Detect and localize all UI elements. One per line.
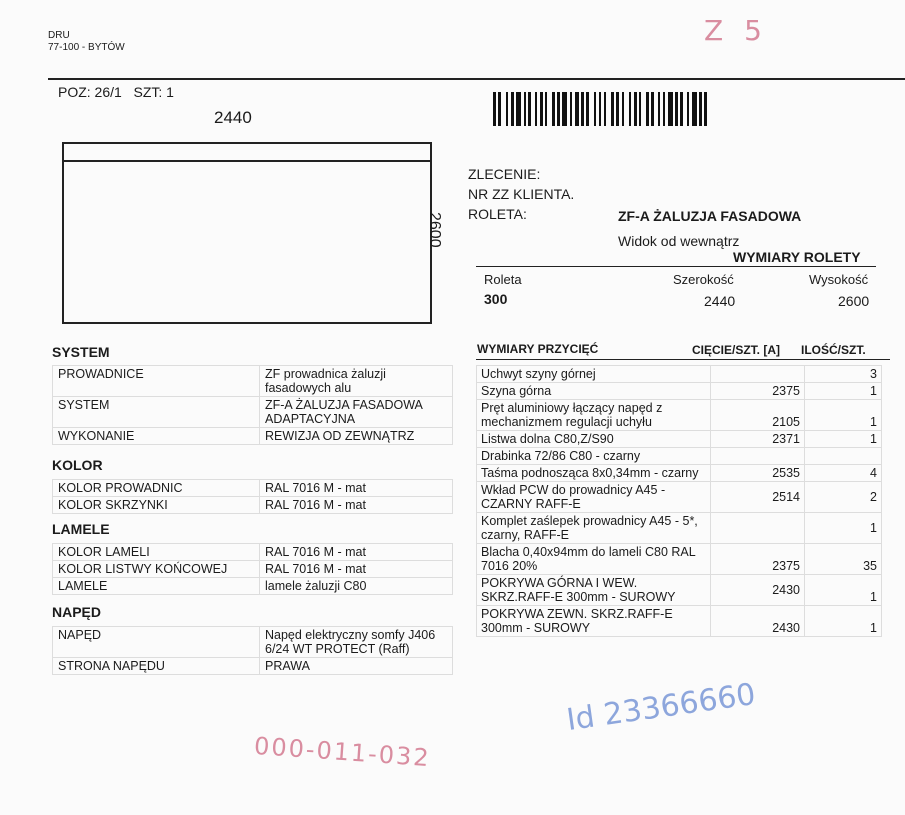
order-label: ZLECENIE:: [468, 166, 541, 182]
roleta-label: ROLETA:: [468, 206, 527, 222]
cuts-table: [476, 365, 882, 637]
table-row: [477, 383, 882, 400]
cut-name: POKRYWA ZEWN. SKRZ.RAFF-E 300mm - SUROWY: [477, 606, 711, 637]
cut-qty: 1: [805, 606, 882, 637]
table-row: [477, 366, 882, 383]
cut-qty: 3: [805, 366, 882, 383]
order-info: [468, 164, 574, 224]
spec-label: PROWADNICE: [53, 366, 260, 397]
spec-row: [53, 544, 453, 561]
table-row: [477, 400, 882, 431]
system-table: [52, 365, 453, 445]
cut-qty: 1: [805, 383, 882, 400]
cut-length: 2371: [711, 431, 805, 448]
cut-length: 2430: [711, 575, 805, 606]
spec-row: [53, 428, 453, 445]
spec-value: Napęd elektryczny somfy J406 6/24 WT PROTECT (Raff): [260, 627, 453, 658]
kolor-table: [52, 479, 453, 514]
header-divider: [48, 78, 905, 80]
cuts-rule: [476, 359, 890, 360]
cut-length: [711, 366, 805, 383]
spec-value: RAL 7016 M - mat: [260, 544, 453, 561]
table-row: [477, 606, 882, 637]
cut-length: 2535: [711, 465, 805, 482]
client-number-label: NR ZZ KLIENTA.: [468, 186, 575, 202]
roller-drawing: [62, 142, 432, 324]
table-row: [477, 513, 882, 544]
cut-length: [711, 513, 805, 544]
cut-qty: 35: [805, 544, 882, 575]
spec-row: [53, 366, 453, 397]
spec-label: SYSTEM: [53, 397, 260, 428]
dimensions-width-value: 2440: [704, 293, 736, 309]
spec-label: LAMELE: [53, 578, 260, 595]
spec-value: REWIZJA OD ZEWNĄTRZ: [260, 428, 453, 445]
cuts-cut-header: CIĘCIE/SZT. [A]: [692, 343, 781, 357]
cut-name: Pręt aluminiowy łączący napęd z mechanizmem regulacji uchyłu: [477, 400, 711, 431]
lamele-table: [52, 543, 453, 595]
company-city: 77-100 - BYTÓW: [48, 42, 125, 53]
spec-label: WYKONANIE: [53, 428, 260, 445]
height-dimension: 2600: [426, 212, 443, 248]
cut-name: Taśma podnosząca 8x0,34mm - czarny: [477, 465, 711, 482]
spec-value: RAL 7016 M - mat: [260, 480, 453, 497]
spec-value: ZF prowadnica żaluzji fasadowych alu: [260, 366, 453, 397]
spec-row: [53, 658, 453, 675]
dimensions-roleta-header: Roleta: [484, 272, 522, 287]
handwritten-id: Id 23366660: [564, 676, 758, 739]
table-row: [477, 431, 882, 448]
position-info: [58, 84, 174, 100]
cut-qty: 1: [805, 400, 882, 431]
spec-label: KOLOR PROWADNIC: [53, 480, 260, 497]
cut-qty: 1: [805, 431, 882, 448]
cut-name: Listwa dolna C80,Z/S90: [477, 431, 711, 448]
company-address: [48, 30, 125, 54]
spec-label: NAPĘD: [53, 627, 260, 658]
spec-label: KOLOR SKRZYNKI: [53, 497, 260, 514]
naped-title: NAPĘD: [52, 604, 102, 620]
dimensions-roleta-value: 300: [484, 291, 508, 307]
spec-value: lamele żaluzji C80: [260, 578, 453, 595]
cut-name: Uchwyt szyny górnej: [477, 366, 711, 383]
cut-length: 2105: [711, 400, 805, 431]
spec-label: STRONA NAPĘDU: [53, 658, 260, 675]
cuts-qty-header: ILOŚĆ/SZT.: [801, 343, 866, 357]
dimensions-rule: [476, 266, 876, 267]
width-dimension: 2440: [214, 108, 252, 127]
dimensions-height-value: 2600: [838, 293, 870, 309]
cut-length: 2375: [711, 544, 805, 575]
table-row: [477, 465, 882, 482]
kolor-title: KOLOR: [52, 457, 103, 473]
spec-value: RAL 7016 M - mat: [260, 561, 453, 578]
company-name: DRU: [48, 30, 70, 41]
spec-row: [53, 578, 453, 595]
spec-value: PRAWA: [260, 658, 453, 675]
cut-name: Komplet zaślepek prowadnicy A45 - 5*, czarny, RAFF-E: [477, 513, 711, 544]
cut-qty: [805, 448, 882, 465]
lamele-title: LAMELE: [52, 521, 110, 537]
position-number: POZ: 26/1: [58, 84, 122, 100]
dimensions-title: WYMIARY ROLETY: [733, 249, 861, 265]
cut-qty: 2: [805, 482, 882, 513]
naped-table: [52, 626, 453, 675]
cut-length: 2514: [711, 482, 805, 513]
box-top-line: [64, 160, 430, 162]
spec-label: KOLOR LISTWY KOŃCOWEJ: [53, 561, 260, 578]
spec-row: [53, 627, 453, 658]
handwritten-mark-top: Z 5: [704, 14, 768, 47]
cut-name: Szyna górna: [477, 383, 711, 400]
dimensions-width-header: Szerokość: [673, 272, 734, 287]
spec-value: ZF-A ŻALUZJA FASADOWA ADAPTACYJNA: [260, 397, 453, 428]
cut-qty: 1: [805, 575, 882, 606]
cut-name: Drabinka 72/86 C80 - czarny: [477, 448, 711, 465]
roleta-type: ZF-A ŻALUZJA FASADOWA: [618, 208, 802, 224]
piece-count: SZT: 1: [133, 84, 174, 100]
spec-row: [53, 561, 453, 578]
spec-row: [53, 397, 453, 428]
handwritten-number: 000-011-032: [253, 731, 432, 773]
cut-name: Blacha 0,40x94mm do lameli C80 RAL 7016 20%: [477, 544, 711, 575]
cut-name: Wkład PCW do prowadnicy A45 - CZARNY RAFF-E: [477, 482, 711, 513]
table-row: [477, 544, 882, 575]
system-title: SYSTEM: [52, 344, 110, 360]
dimensions-height-header: Wysokość: [809, 272, 869, 287]
table-row: [477, 482, 882, 513]
cut-length: 2375: [711, 383, 805, 400]
spec-row: [53, 480, 453, 497]
cut-length: 2430: [711, 606, 805, 637]
cuts-title: WYMIARY PRZYCIĘĆ: [477, 342, 599, 356]
view-note: Widok od wewnątrz: [618, 233, 740, 249]
barcode: [493, 92, 857, 126]
cut-qty: 4: [805, 465, 882, 482]
table-row: [477, 448, 882, 465]
cut-qty: 1: [805, 513, 882, 544]
spec-value: RAL 7016 M - mat: [260, 497, 453, 514]
cut-length: [711, 448, 805, 465]
spec-row: [53, 497, 453, 514]
table-row: [477, 575, 882, 606]
spec-label: KOLOR LAMELI: [53, 544, 260, 561]
cut-name: POKRYWA GÓRNA I WEW. SKRZ.RAFF-E 300mm - SUROWY: [477, 575, 711, 606]
